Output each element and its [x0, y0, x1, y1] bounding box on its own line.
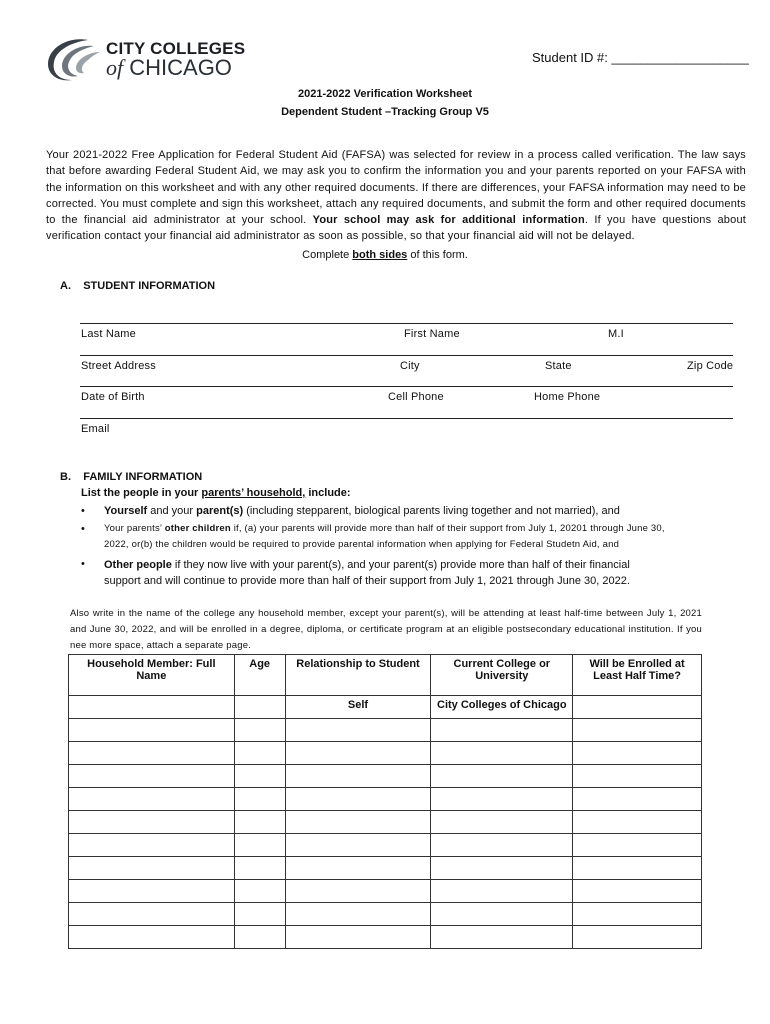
cell[interactable] [69, 788, 235, 811]
table-row [69, 719, 702, 742]
cell[interactable] [573, 834, 702, 857]
state-label: State [545, 360, 572, 372]
col-header-halftime: Will be Enrolled at Least Half Time? [573, 655, 702, 696]
street-label: Street Address [81, 360, 156, 372]
cell[interactable] [285, 857, 431, 880]
cell-halftime[interactable] [573, 696, 702, 719]
cell[interactable] [285, 811, 431, 834]
cell[interactable] [573, 880, 702, 903]
b3-line2: support and will continue to provide more than half of their support from July 1, 2021 through June 30, 2022. [104, 575, 630, 587]
intro-text-1: Your 2021-2022 Free Application for Federal Student Aid (FAFSA) was selected for review in a process called verification. The law says that before awarding Federal Student Aid, we may ask you to confirm the information you and your parents reported on your FAFSA with the information on this worksheet and with any other required documents. If there are differences, your FAFSA information may need to be corrected. You must complete and sign this worksheet, attach any required documents, and submit the form and other required documents to the financial aid administrator at your school. [46, 149, 746, 227]
table-row [69, 696, 702, 719]
table-row [69, 834, 702, 857]
cell[interactable] [69, 926, 235, 949]
b2-text1: if, (a) your parents will provide more than half of their support from July 1, 20201 through June 30, [230, 523, 665, 534]
cell[interactable] [69, 719, 235, 742]
cell[interactable] [69, 880, 235, 903]
table-row [69, 765, 702, 788]
cell[interactable] [69, 811, 235, 834]
cell[interactable] [285, 834, 431, 857]
table-row [69, 880, 702, 903]
complete-bold: both sides [352, 249, 408, 261]
b1-mid: and your [147, 505, 197, 517]
cell-name[interactable] [69, 696, 235, 719]
b1-rest: (including stepparent, biological parents living together and not married), and [243, 505, 620, 517]
bullet-1-text [104, 505, 620, 517]
cell[interactable] [234, 811, 285, 834]
col-header-college: Current College or University [431, 655, 573, 696]
intro-text-2: . If you have questions about verification contact your financial aid administrator as soon as possible, so that your financial aid will not be delayed. [46, 214, 747, 243]
table-row [69, 857, 702, 880]
logo-swoosh-icon [44, 34, 106, 86]
b3-line1 [104, 557, 724, 573]
cell[interactable] [285, 788, 431, 811]
cell[interactable] [573, 788, 702, 811]
instr-underline: parents’ household, [201, 487, 306, 499]
section-b-heading: B. FAMILY INFORMATION [60, 471, 203, 483]
complete-post: of this form. [407, 249, 468, 261]
col-header-age: Age [234, 655, 285, 696]
cell[interactable] [285, 742, 431, 765]
cell[interactable] [573, 811, 702, 834]
intro-bold: Your school may ask for additional information [312, 214, 585, 227]
cell[interactable] [234, 880, 285, 903]
cell[interactable] [431, 788, 573, 811]
logo-chicago: CHICAGO [129, 55, 232, 80]
cell[interactable] [285, 719, 431, 742]
cell[interactable] [573, 926, 702, 949]
email-label: Email [81, 423, 110, 435]
complete-both-sides [0, 249, 770, 261]
cell[interactable] [285, 903, 431, 926]
logo-text-of-chicago [106, 55, 232, 81]
table-row [69, 811, 702, 834]
bullet-3-text [104, 557, 724, 589]
cell[interactable] [69, 834, 235, 857]
cell[interactable] [234, 765, 285, 788]
cell[interactable] [573, 903, 702, 926]
col-header-relationship: Relationship to Student [285, 655, 431, 696]
b1-bold: Yourself [104, 505, 148, 517]
cell[interactable] [431, 834, 573, 857]
instr-post: include: [305, 487, 351, 499]
cell[interactable] [69, 765, 235, 788]
cell-relationship: Self [285, 696, 431, 719]
zip-label: Zip Code [687, 360, 734, 372]
cell[interactable] [69, 903, 235, 926]
intro-paragraph [46, 147, 746, 245]
table-header-row [69, 655, 702, 696]
cell[interactable] [431, 926, 573, 949]
b3-bold: Other people [104, 559, 172, 571]
name-line[interactable] [80, 323, 733, 324]
b1-bold2: parent(s) [196, 505, 244, 517]
cell[interactable] [234, 742, 285, 765]
bullet-2-text [104, 521, 724, 553]
home-label: Home Phone [534, 391, 601, 403]
contact-line[interactable] [80, 386, 733, 387]
cell[interactable] [285, 765, 431, 788]
city-label: City [400, 360, 420, 372]
cell[interactable] [234, 719, 285, 742]
household-instruction [81, 487, 351, 499]
col-header-name: Household Member: Full Name [69, 655, 235, 696]
section-a-heading: A. STUDENT INFORMATION [60, 280, 216, 292]
bullet-1: • [81, 505, 85, 517]
b2-line2: 2022, or(b) the children would be required to provide parental information when applying for Federal Studetn Aid, and [104, 539, 620, 550]
cell[interactable] [431, 742, 573, 765]
cell[interactable] [573, 857, 702, 880]
also-write-paragraph: Also write in the name of the college any household member, except your parent(s), will be attending at least half-time between July 1, 2021 and June 30, 2022, and will be enrolled in a degree, diploma, or certificate program at an eligible postsecondary educational institution. If you nee more space, attach a separate page. [70, 608, 702, 651]
logo-of: of [106, 55, 124, 80]
cell[interactable] [285, 926, 431, 949]
cell[interactable] [573, 742, 702, 765]
first-name-label: First Name [404, 328, 460, 340]
logo-text-city-colleges: CITY COLLEGES [106, 39, 246, 58]
table-row [69, 788, 702, 811]
cell[interactable] [431, 857, 573, 880]
cell-label: Cell Phone [388, 391, 444, 403]
cell-age[interactable] [234, 696, 285, 719]
b2-bold: other children [164, 523, 231, 534]
mi-label: M.I [608, 328, 624, 340]
email-line[interactable] [80, 418, 733, 419]
student-id-field[interactable]: Student ID #: ___________________ [532, 50, 749, 65]
b2-pre: Your parents’ [104, 523, 165, 534]
instr-pre: List the people in your [81, 487, 202, 499]
cell[interactable] [234, 926, 285, 949]
b2-line1 [104, 521, 724, 537]
cell[interactable] [431, 719, 573, 742]
cell[interactable] [431, 765, 573, 788]
worksheet-subtitle: Dependent Student –Tracking Group V5 [281, 106, 489, 118]
household-table [68, 654, 702, 949]
address-line[interactable] [80, 355, 733, 356]
worksheet-title: 2021-2022 Verification Worksheet [297, 88, 473, 100]
bullet-2: • [81, 523, 85, 535]
cell[interactable] [234, 834, 285, 857]
cell[interactable] [234, 788, 285, 811]
table-row [69, 903, 702, 926]
cell[interactable] [234, 857, 285, 880]
complete-pre: Complete [302, 249, 353, 261]
cell[interactable] [573, 719, 702, 742]
cell[interactable] [431, 903, 573, 926]
cell[interactable] [431, 880, 573, 903]
table-row [69, 926, 702, 949]
dob-label: Date of Birth [81, 391, 145, 403]
cell[interactable] [431, 811, 573, 834]
cell[interactable] [285, 880, 431, 903]
cell-college: City Colleges of Chicago [431, 696, 573, 719]
table-row [69, 742, 702, 765]
bullet-3: • [81, 558, 85, 570]
cell[interactable] [69, 742, 235, 765]
cell[interactable] [573, 765, 702, 788]
cell[interactable] [69, 857, 235, 880]
last-name-label: Last Name [81, 328, 136, 340]
cell[interactable] [234, 903, 285, 926]
b3-text1: if they now live with your parent(s), and your parent(s) provide more than half of their financial [171, 559, 630, 571]
